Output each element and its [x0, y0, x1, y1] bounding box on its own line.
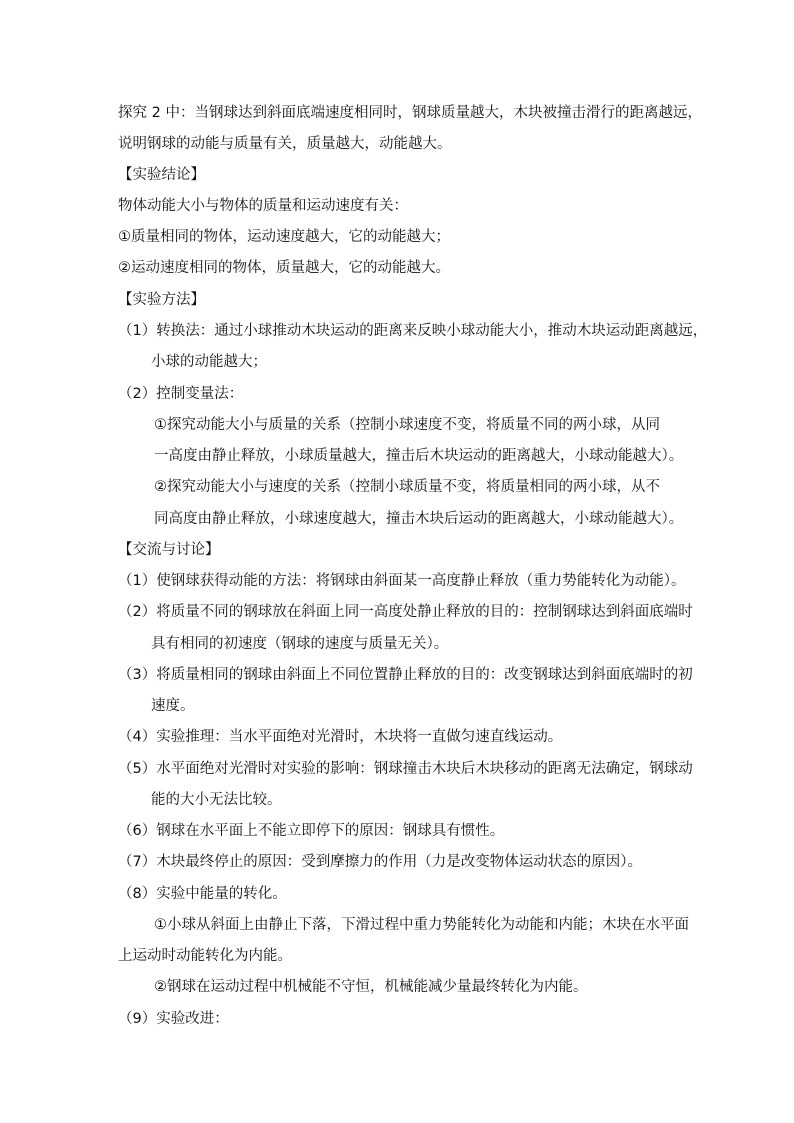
list-item: （3）将质量相同的钢球由斜面上不同位置静止释放的目的：改变钢球达到斜面底端时的初	[118, 667, 693, 683]
list-item: （1）转换法：通过小球推动木块运动的距离来反映小球动能大小，推动木块运动距离越远，	[118, 323, 708, 339]
sub-item: ①小球从斜面上由静止下落，下滑过程中重力势能转化为动能和内能；木块在水平面	[154, 917, 689, 933]
list-item: （5）水平面绝对光滑时对实验的影响：钢球撞击木块后木块移动的距离无法确定，钢球动	[118, 761, 693, 777]
list-item-continuation: 具有相同的初速度（钢球的速度与质量无关）。	[151, 636, 449, 652]
list-item: （6）钢球在水平面上不能立即停下的原因：钢球具有惯性。	[118, 823, 505, 839]
list-item: （4）实验推理：当水平面绝对光滑时，木块将一直做匀速直线运动。	[118, 729, 563, 745]
sub-item: ②探究动能大小与速度的关系（控制小球质量不变，将质量相同的两小球，从不	[154, 479, 660, 495]
list-item-continuation: 小球的动能越大；	[151, 354, 267, 370]
section-heading-method: 【实验方法】	[118, 292, 205, 308]
section-heading-conclusion: 【实验结论】	[118, 167, 205, 183]
sub-item: ①探究动能大小与质量的关系（控制小球速度不变，将质量不同的两小球，从同	[154, 417, 660, 433]
list-item-continuation: 能的大小无法比较。	[151, 792, 282, 808]
list-item: （1）使钢球获得动能的方法：将钢球由斜面某一高度静止释放（重力势能转化为动能）。	[118, 573, 686, 589]
sub-item-continuation: 一高度由静止释放，小球质量越大，撞击后木块运动的距离越大，小球动能越大）。	[154, 448, 684, 464]
list-item: ①质量相同的物体，运动速度越大，它的动能越大；	[118, 229, 450, 245]
paragraph-line: 探究 2 中：当钢球达到斜面底端速度相同时，钢球质量越大，木块被撞击滑行的距离越远，	[118, 105, 702, 121]
section-heading-discussion: 【交流与讨论】	[118, 542, 220, 558]
list-item: （9）实验改进：	[118, 1011, 229, 1027]
paragraph-line: 物体动能大小与物体的质量和运动速度有关：	[118, 198, 408, 214]
sub-item-continuation: 同高度由静止释放，小球速度越大，撞击木块后运动的距离越大，小球动能越大）。	[154, 511, 684, 527]
paragraph-line: 说明钢球的动能与质量有关，质量越大，动能越大。	[118, 136, 452, 152]
list-item: （8）实验中能量的转化。	[118, 886, 287, 902]
list-item: （2）将质量不同的钢球放在斜面上同一高度处静止释放的目的：控制钢球达到斜面底端时	[118, 604, 693, 620]
sub-item: ②钢球在运动过程中机械能不守恒，机械能减少量最终转化为内能。	[154, 979, 588, 995]
sub-item-continuation: 上运动时动能转化为内能。	[118, 948, 292, 964]
list-item-continuation: 速度。	[151, 698, 195, 714]
list-item: ②运动速度相同的物体，质量越大，它的动能越大。	[118, 260, 450, 276]
list-item: （2）控制变量法：	[118, 386, 244, 402]
list-item: （7）木块最终停止的原因：受到摩擦力的作用（力是改变物体运动状态的原因）。	[118, 854, 642, 870]
